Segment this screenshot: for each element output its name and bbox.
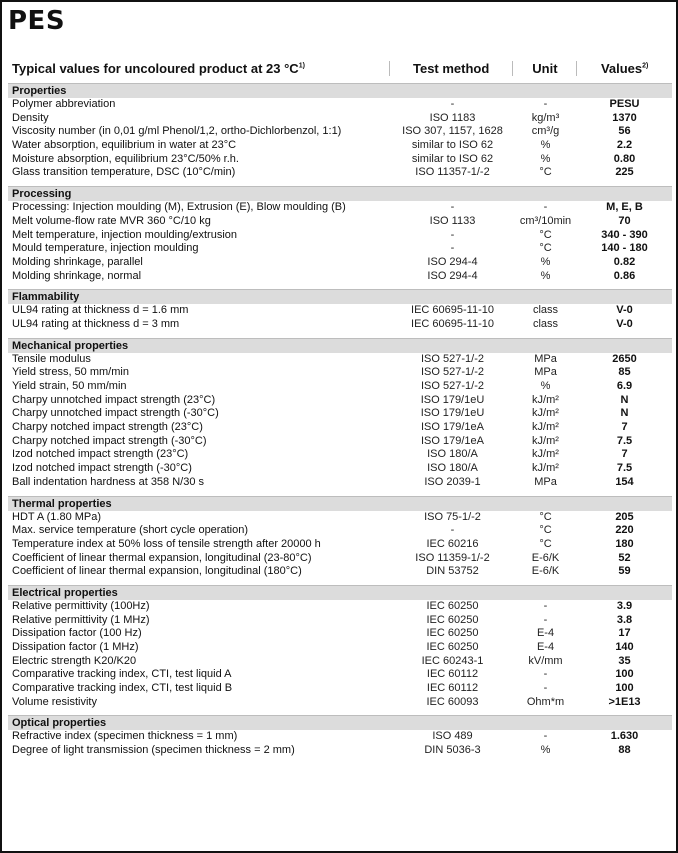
table-row xyxy=(8,627,672,641)
test-method: ISO 294-4 xyxy=(427,255,478,268)
unit: MPa xyxy=(534,475,557,488)
unit: % xyxy=(540,139,551,152)
unit: E-6/K xyxy=(531,551,560,564)
table-row xyxy=(8,153,672,167)
test-method: IEC 60250 xyxy=(426,599,479,612)
property-name: Mould temperature, injection moulding xyxy=(12,242,199,255)
table-row xyxy=(8,394,672,408)
value: V-0 xyxy=(616,317,633,330)
unit: % xyxy=(540,255,551,268)
property-name: Temperature index at 50% loss of tensile strength after 20000 h xyxy=(12,537,321,550)
test-method: IEC 60250 xyxy=(426,613,479,626)
unit: °C xyxy=(539,510,552,523)
unit: - xyxy=(543,682,548,695)
unit: - xyxy=(543,201,548,214)
value: 220 xyxy=(615,524,634,537)
unit: % xyxy=(540,744,551,757)
table-row xyxy=(8,201,672,215)
section-header: Processing xyxy=(8,186,672,201)
table-row xyxy=(8,166,672,180)
table-row xyxy=(8,565,672,579)
value: V-0 xyxy=(616,304,633,317)
property-name: Charpy notched impact strength (-30°C) xyxy=(12,434,207,447)
test-method: ISO 179/1eA xyxy=(421,434,484,447)
table-row xyxy=(8,242,672,256)
section-header: Optical properties xyxy=(8,715,672,730)
value: 3.8 xyxy=(616,613,633,626)
unit: °C xyxy=(539,537,552,550)
section-header: Mechanical properties xyxy=(8,338,672,353)
test-method: ISO 527-1/-2 xyxy=(421,352,484,365)
value: 100 xyxy=(615,668,634,681)
header-unit: Unit xyxy=(513,61,577,76)
unit: % xyxy=(540,380,551,392)
table-row xyxy=(8,448,672,462)
property-name: Degree of light transmission (specimen thickness = 2 mm) xyxy=(12,744,295,757)
property-name: Comparative tracking index, CTI, test liquid A xyxy=(12,668,232,681)
property-name: Glass transition temperature, DSC (10°C/min) xyxy=(12,166,236,179)
test-method: IEC 60093 xyxy=(426,695,479,708)
test-method: ISO 489 xyxy=(432,730,473,743)
unit: kJ/m² xyxy=(532,462,559,475)
table-row xyxy=(8,641,672,655)
unit: class xyxy=(532,304,559,317)
property-name: Molding shrinkage, normal xyxy=(12,269,142,282)
test-method: ISO 2039-1 xyxy=(424,475,481,488)
unit: kV/mm xyxy=(528,654,563,667)
table-row xyxy=(8,476,672,490)
table-row xyxy=(8,98,672,112)
property-name: Comparative tracking index, CTI, test liquid B xyxy=(12,682,233,695)
test-method: IEC 60112 xyxy=(426,682,479,695)
value: 85 xyxy=(618,366,631,379)
property-name: Charpy unnotched impact strength (-30°C) xyxy=(12,407,219,420)
property-name: Processing: Injection moulding (M), Extrusion (E), Blow moulding (B) xyxy=(12,201,346,214)
table-row xyxy=(8,552,672,566)
value: 0.82 xyxy=(613,255,636,268)
test-method: ISO 294-4 xyxy=(427,269,478,282)
test-method: IEC 60250 xyxy=(426,627,479,640)
property-name: Max. service temperature (short cycle operation) xyxy=(12,524,248,537)
value: >1E13 xyxy=(608,695,641,708)
test-method: ISO 179/1eA xyxy=(421,421,484,434)
unit: - xyxy=(543,730,548,743)
unit: kJ/m² xyxy=(532,421,559,434)
value: 154 xyxy=(615,475,634,488)
unit: cm³/10min xyxy=(519,214,572,227)
unit: E-4 xyxy=(536,627,555,640)
unit: kJ/m² xyxy=(532,407,559,420)
property-name: Charpy unnotched impact strength (23°C) xyxy=(12,393,216,406)
property-name: Electric strength K20/K20 xyxy=(12,654,137,667)
unit: E-4 xyxy=(536,641,555,653)
value: PESU xyxy=(609,98,640,110)
test-method: ISO 11359-1/-2 xyxy=(415,551,490,564)
property-table xyxy=(8,56,672,758)
table-row xyxy=(8,668,672,682)
unit: kJ/m² xyxy=(532,393,559,406)
property-name: Relative permittivity (1 MHz) xyxy=(12,613,150,626)
test-method: IEC 60695-11-10 xyxy=(411,317,494,330)
test-method: IEC 60250 xyxy=(426,641,479,653)
test-method: ISO 180/A xyxy=(427,462,478,475)
value: N xyxy=(620,407,629,420)
table-row xyxy=(8,744,672,758)
section-header: Flammability xyxy=(8,289,672,304)
table-row xyxy=(8,139,672,153)
value: 1370 xyxy=(612,111,637,124)
value: 140 - 180 xyxy=(601,242,648,255)
table-row xyxy=(8,366,672,380)
property-name: Coefficient of linear thermal expansion, longitudinal (180°C) xyxy=(12,565,302,578)
property-name: UL94 rating at thickness d = 1.6 mm xyxy=(12,304,189,317)
value: 59 xyxy=(618,565,631,578)
table-row xyxy=(8,318,672,332)
property-name: Ball indentation hardness at 358 N/30 s xyxy=(12,475,205,488)
test-method: ISO 527-1/-2 xyxy=(421,366,484,379)
property-name: UL94 rating at thickness d = 3 mm xyxy=(12,317,180,330)
value: 140 xyxy=(615,641,634,653)
unit: - xyxy=(543,613,548,626)
section-header: Electrical properties xyxy=(8,585,672,600)
unit: kg/m³ xyxy=(531,111,560,124)
header-property: Typical values for uncoloured product at 23 $^\circ C^{1)}$ xyxy=(8,61,390,76)
value: 17 xyxy=(618,627,631,640)
property-name: Yield stress, 50 mm/min xyxy=(12,366,129,379)
unit: kJ/m² xyxy=(532,448,559,461)
test-method: - xyxy=(450,228,455,241)
test-method: - xyxy=(450,524,455,537)
table-row xyxy=(8,421,672,435)
value: 52 xyxy=(618,551,631,564)
property-name: Dissipation factor (1 MHz) xyxy=(12,641,139,653)
test-method: DIN 53752 xyxy=(426,565,479,578)
property-name: Volume resistivity xyxy=(12,695,97,708)
table-row xyxy=(8,682,672,696)
table-row xyxy=(8,614,672,628)
table-row xyxy=(8,353,672,367)
property-name: Charpy notched impact strength (23°C) xyxy=(12,421,203,434)
property-name: Melt volume-flow rate MVR 360 °C/10 kg xyxy=(12,214,211,227)
property-name: Refractive index (specimen thickness = 1 mm) xyxy=(12,730,238,743)
test-method: ISO 307, 1157, 1628 xyxy=(402,125,503,138)
test-method: ISO 527-1/-2 xyxy=(421,380,484,392)
table-row xyxy=(8,435,672,449)
unit: °C xyxy=(539,228,552,241)
test-method: ISO 1133 xyxy=(429,214,476,227)
table-row xyxy=(8,380,672,394)
value: 70 xyxy=(618,214,631,227)
test-method: ISO 179/1eU xyxy=(420,393,485,406)
header-values: Values$^{2)}$ xyxy=(600,60,649,76)
table-row xyxy=(8,524,672,538)
property-name: Melt temperature, injection moulding/extrusion xyxy=(12,228,238,241)
property-name: Izod notched impact strength (-30°C) xyxy=(12,462,192,475)
value: 7.5 xyxy=(616,434,633,447)
table-row xyxy=(8,730,672,744)
test-method: ISO 11357-1/-2 xyxy=(415,166,490,179)
property-name: Yield strain, 50 mm/min xyxy=(12,380,127,392)
value: 1.630 xyxy=(610,730,639,743)
property-name: Viscosity number (in 0,01 g/ml Phenol/1,2, ortho-Dichlorbenzol, 1:1) xyxy=(12,125,342,138)
value: 3.9 xyxy=(616,599,633,612)
value: N xyxy=(620,393,629,406)
table-row xyxy=(8,256,672,270)
value: 6.9 xyxy=(616,380,633,392)
property-name: HDT A (1.80 MPa) xyxy=(12,510,102,523)
test-method: - xyxy=(450,98,455,110)
value: 7.5 xyxy=(616,462,633,475)
value: 56 xyxy=(618,125,631,138)
table-header xyxy=(8,56,672,80)
table-body xyxy=(8,83,672,758)
test-method: similar to ISO 62 xyxy=(411,152,494,165)
property-name: Coefficient of linear thermal expansion, longitudinal (23-80°C) xyxy=(12,551,312,564)
section-header: Thermal properties xyxy=(8,496,672,511)
value: 100 xyxy=(615,682,634,695)
table-row xyxy=(8,696,672,710)
test-method: IEC 60216 xyxy=(426,537,479,550)
test-method: DIN 5036-3 xyxy=(424,744,481,757)
value: 88 xyxy=(618,744,631,757)
property-name: Moisture absorption, equilibrium 23°C/50% r.h. xyxy=(12,152,239,165)
unit: class xyxy=(532,317,559,330)
value: 180 xyxy=(615,537,634,550)
value: 2650 xyxy=(612,352,637,365)
table-row xyxy=(8,538,672,552)
unit: % xyxy=(540,269,551,282)
test-method: IEC 60695-11-10 xyxy=(411,304,494,317)
unit: °C xyxy=(539,242,552,255)
test-method: IEC 60112 xyxy=(426,668,479,681)
unit: % xyxy=(540,152,551,165)
unit: E-6/K xyxy=(531,565,560,578)
header-test-method: Test method xyxy=(390,61,514,76)
test-method: ISO 75-1/-2 xyxy=(424,510,481,523)
section-header: Properties xyxy=(8,83,672,98)
page-title: PES xyxy=(8,6,66,36)
property-name: Molding shrinkage, parallel xyxy=(12,255,143,268)
unit: cm³/g xyxy=(531,125,560,138)
test-method: - xyxy=(450,201,455,214)
table-row xyxy=(8,304,672,318)
property-name: Dissipation factor (100 Hz) xyxy=(12,627,142,640)
property-name: Polymer abbreviation xyxy=(12,98,116,110)
test-method: - xyxy=(450,242,455,255)
unit: - xyxy=(543,668,548,681)
value: 225 xyxy=(615,166,634,179)
test-method: ISO 179/1eU xyxy=(420,407,485,420)
value: 205 xyxy=(615,510,634,523)
unit: MPa xyxy=(534,352,557,365)
table-row xyxy=(8,511,672,525)
table-row xyxy=(8,112,672,126)
table-row xyxy=(8,655,672,669)
unit: Ohm*m xyxy=(526,695,565,708)
value: 0.86 xyxy=(613,269,636,282)
value: M, E, B xyxy=(606,201,643,214)
table-row xyxy=(8,125,672,139)
test-method: ISO 180/A xyxy=(427,448,478,461)
value: 7 xyxy=(621,421,628,434)
table-row xyxy=(8,600,672,614)
unit: °C xyxy=(539,524,552,537)
property-name: Relative permittivity (100Hz) xyxy=(12,599,150,612)
value: 340 - 390 xyxy=(601,228,648,241)
unit: MPa xyxy=(534,366,557,379)
value: 35 xyxy=(618,654,631,667)
unit: kJ/m² xyxy=(532,434,559,447)
table-row xyxy=(8,462,672,476)
table-row xyxy=(8,407,672,421)
value: 2.2 xyxy=(616,139,633,152)
unit: - xyxy=(543,599,548,612)
property-name: Water absorption, equilibrium in water at 23°C xyxy=(12,139,237,152)
value: 7 xyxy=(621,448,628,461)
table-row xyxy=(8,215,672,229)
property-name: Tensile modulus xyxy=(12,352,91,365)
table-row xyxy=(8,270,672,284)
unit: - xyxy=(543,98,548,110)
test-method: similar to ISO 62 xyxy=(411,139,494,152)
property-name: Density xyxy=(12,111,49,124)
unit: °C xyxy=(539,166,552,179)
property-name: Izod notched impact strength (23°C) xyxy=(12,448,189,461)
table-row xyxy=(8,229,672,243)
test-method: ISO 1183 xyxy=(429,111,476,124)
value: 0.80 xyxy=(613,152,636,165)
test-method: IEC 60243-1 xyxy=(421,654,484,667)
